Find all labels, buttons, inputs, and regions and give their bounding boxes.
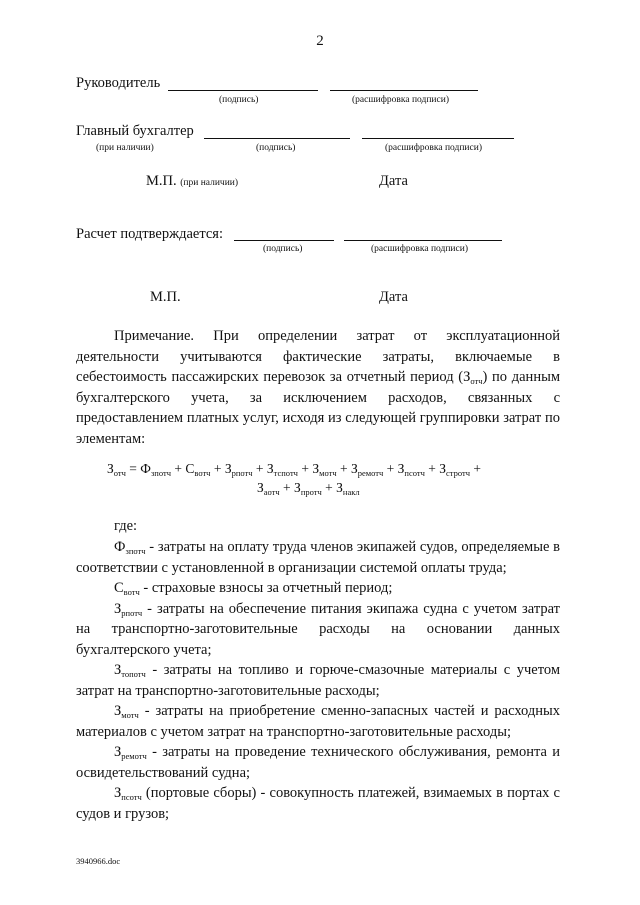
definition-item <box>76 660 560 701</box>
line2-subscript: протч <box>300 487 322 497</box>
stamp-if-any: (при наличии) <box>180 178 239 188</box>
definition-subscript: рпотч <box>121 607 143 618</box>
line1-subscript: вотч <box>194 468 211 478</box>
line1-term: + З <box>383 461 405 476</box>
definition-item <box>76 578 560 599</box>
definition-item <box>76 599 560 661</box>
head-caption-signature: (подпись) <box>219 95 259 105</box>
definition-text: (портовые сборы) - совокупность платежей, взимаемых в портах с судов и грузов; <box>76 785 560 822</box>
stamp2-label: М.П. <box>150 289 181 305</box>
line1-subscript: отч <box>113 468 126 478</box>
definition-symbol: З <box>114 600 122 617</box>
chief-caption-decoding: (расшифровка подписи) <box>385 143 482 153</box>
line1-subscript: ремотч <box>357 468 384 478</box>
chief-accountant-label: Главный бухгалтер <box>76 123 194 139</box>
line1-subscript: тспотч <box>273 468 298 478</box>
formula-line-2 <box>257 480 360 496</box>
chief-signature-line <box>204 138 350 139</box>
note-post: ) по данным бухгалтерского учета, за исключением расходов, связанных с предоставлением платных услуг, исходя из следующей группировки затрат по элементам: <box>76 369 560 447</box>
line2-term: + З <box>279 480 301 495</box>
line1-term: = Ф <box>125 461 151 476</box>
definition-item <box>76 537 560 578</box>
line1-term: + С <box>170 461 195 476</box>
formula-line-1 <box>107 461 481 477</box>
definition-text: - затраты на проведение технического обслуживания, ремонта и освидетельствований судна; <box>76 744 560 781</box>
head-label: Руководитель <box>76 75 161 91</box>
line2-term: З <box>257 480 264 495</box>
line2-term: + З <box>321 480 343 495</box>
definition-subscript: псотч <box>121 792 142 802</box>
definition-text: - затраты на приобретение сменно-запасных частей и расходных материалов с учетом затрат на транспортно-заготовительные расходы; <box>76 703 560 740</box>
confirm-decoding-line <box>344 240 502 241</box>
note-paragraph <box>76 326 560 449</box>
definition-item <box>76 783 560 824</box>
chief-caption-if-any: (при наличии) <box>96 143 154 153</box>
definition-text: - затраты на оплату труда членов экипажей судов, определяемые в соответствии с установленной в организации системой оплаты труда; <box>76 539 560 576</box>
definition-symbol: З <box>114 744 122 760</box>
line1-term: + З <box>210 461 232 476</box>
footer-filename: 3940966.doc <box>76 856 121 866</box>
definitions-list <box>76 537 560 824</box>
definition-text: - затраты на топливо и горюче-смазочные материалы с учетом затрат на транспортно-заготовительные расходы; <box>76 662 560 699</box>
confirm-caption-signature: (подпись) <box>263 244 303 254</box>
line1-term: + <box>469 461 481 476</box>
head-caption-decoding: (расшифровка подписи) <box>352 95 449 105</box>
definition-symbol: З <box>114 785 122 801</box>
line1-term: + З <box>297 461 320 476</box>
definition-item <box>76 742 560 783</box>
line1-term: + З <box>252 461 274 476</box>
chief-decoding-line <box>362 138 514 139</box>
chief-caption-signature: (подпись) <box>256 143 296 153</box>
definition-symbol: З <box>114 703 122 719</box>
head-decoding-line <box>330 90 478 91</box>
definition-item <box>76 701 560 742</box>
line1-term: + З <box>424 461 447 476</box>
definition-subscript: ремотч <box>121 751 147 761</box>
definition-subscript: зпотч <box>125 546 146 556</box>
line1-subscript: мотч <box>319 468 337 478</box>
definition-text: - затраты на обеспечение питания экипажа судна с учетом затрат на транспортно-заготовительные расходы на основании данных бухгалтерского учета; <box>76 600 560 658</box>
definition-text: - страховые взносы за отчетный период; <box>139 580 393 596</box>
line1-term: З <box>107 461 114 476</box>
where-label: где: <box>114 518 138 534</box>
date2-label: Дата <box>379 289 408 305</box>
definition-symbol: Ф <box>114 539 126 555</box>
stamp-text: М.П. <box>146 173 177 189</box>
confirm-label: Расчет подтверждается: <box>76 226 224 242</box>
page-number: 2 <box>316 33 324 49</box>
line1-subscript: рпотч <box>231 468 253 478</box>
definition-subscript: вотч <box>123 587 140 597</box>
definition-symbol: С <box>114 580 124 596</box>
stamp-label <box>146 173 238 190</box>
date-label: Дата <box>379 173 408 189</box>
definition-subscript: топотч <box>121 669 146 679</box>
line2-subscript: накл <box>342 487 360 497</box>
confirm-caption-decoding: (расшифровка подписи) <box>371 244 468 254</box>
line1-subscript: стротч <box>446 468 470 478</box>
line1-term: + З <box>336 461 358 476</box>
line1-subscript: псотч <box>404 468 425 478</box>
note-sub: отч <box>470 376 483 386</box>
confirm-signature-line <box>234 240 334 241</box>
line2-subscript: аотч <box>263 487 280 497</box>
line1-subscript: зпотч <box>150 468 171 478</box>
note-pre: Примечание. При определении затрат от эксплуатационной деятельности учитываются фактические затраты, включаемые в себестоимость пассажирских перевозок за отчетный период (З <box>76 328 560 385</box>
head-signature-line <box>168 90 318 91</box>
definition-symbol: З <box>114 662 122 678</box>
definition-subscript: мотч <box>121 710 139 720</box>
